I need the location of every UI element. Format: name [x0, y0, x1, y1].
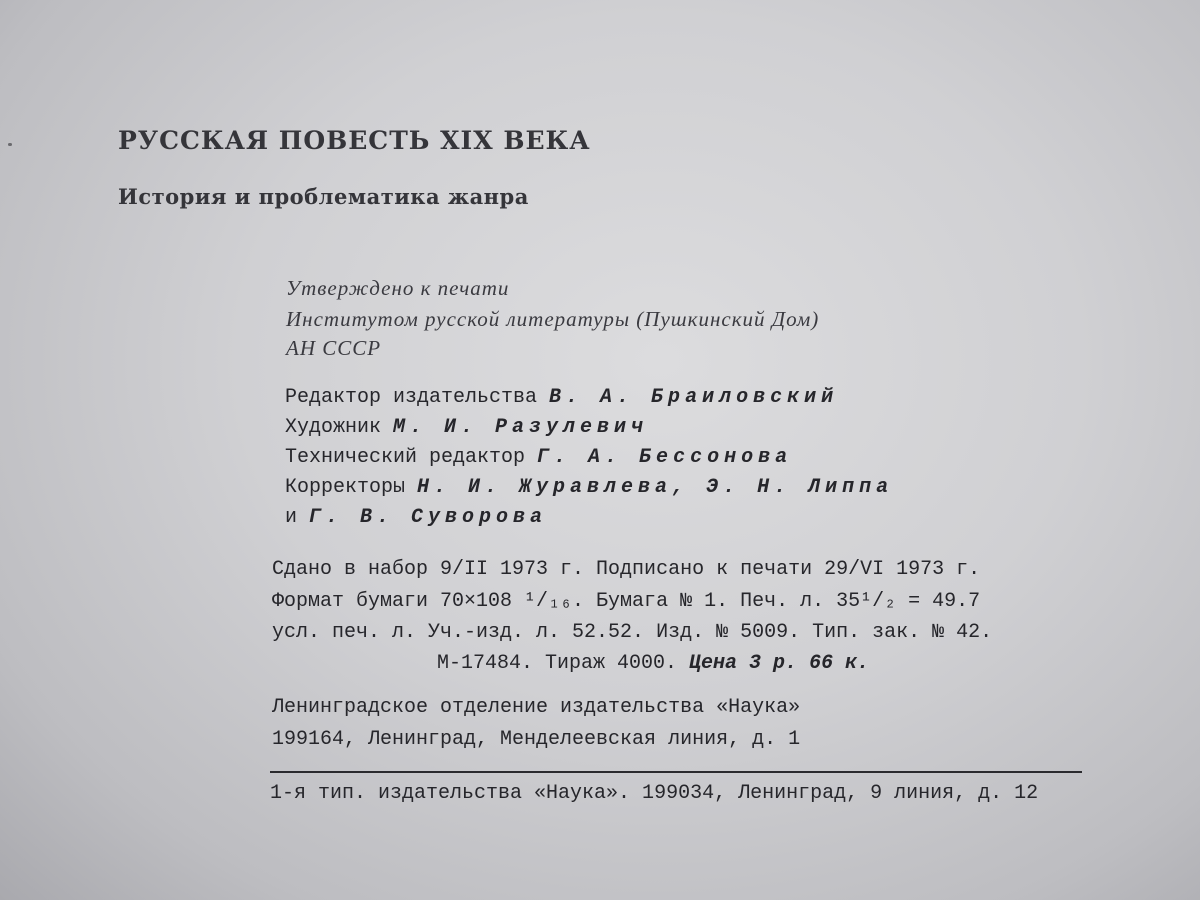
imprint-circulation: М-17484. Тираж 4000.	[437, 652, 690, 675]
correctors-names: Н. И. Журавлева, Э. Н. Липпа	[417, 476, 894, 499]
approval-line-3: АН СССР	[286, 336, 382, 360]
publisher-line-2: 199164, Ленинград, Менделеевская линия, д. 1	[272, 728, 801, 751]
imprint-line-2: Формат бумаги 70×108 ¹/₁₆. Бумага № 1. Печ. л. 35¹/₂ = 49.7	[272, 590, 981, 613]
speck	[8, 143, 12, 146]
credit-correctors-cont	[285, 506, 547, 529]
credit-correctors	[285, 476, 893, 499]
correctors-label: Корректоры	[285, 476, 418, 499]
divider-rule	[270, 771, 1082, 773]
imprint-line-1: Сдано в набор 9/II 1973 г. Подписано к печати 29/VI 1973 г.	[272, 558, 981, 581]
imprint-line-4	[437, 652, 869, 675]
approval-line-1: Утверждено к печати	[286, 276, 510, 300]
price: Цена 3 р. 66 к.	[689, 652, 870, 675]
printer-line: 1-я тип. издательства «Наука». 199034, Ленинград, 9 линия, д. 12	[270, 782, 1039, 805]
editor-label: Редактор издательства	[285, 386, 550, 409]
credit-artist	[285, 416, 648, 439]
correctors-and: и	[285, 506, 310, 529]
book-title: РУССКАЯ ПОВЕСТЬ XIX ВЕКА	[118, 126, 591, 155]
artist-label: Художник	[285, 416, 394, 439]
credit-editor	[285, 386, 838, 409]
imprint-line-3: усл. печ. л. Уч.-изд. л. 52.52. Изд. № 5009. Тип. зак. № 42.	[272, 621, 993, 644]
publisher-line-1: Ленинградское отделение издательства «Наука»	[272, 696, 801, 719]
correctors-names-2: Г. В. Суворова	[309, 506, 548, 529]
artist-name: М. И. Разулевич	[393, 416, 649, 439]
editor-name: В. А. Браиловский	[549, 386, 839, 409]
tech-editor-label: Технический редактор	[285, 446, 538, 469]
tech-editor-name: Г. А. Бессонова	[537, 446, 793, 469]
book-subtitle: История и проблематика жанра	[118, 184, 529, 209]
credit-tech-editor	[285, 446, 792, 469]
approval-line-2: Институтом русской литературы (Пушкинский Дом)	[286, 307, 820, 331]
